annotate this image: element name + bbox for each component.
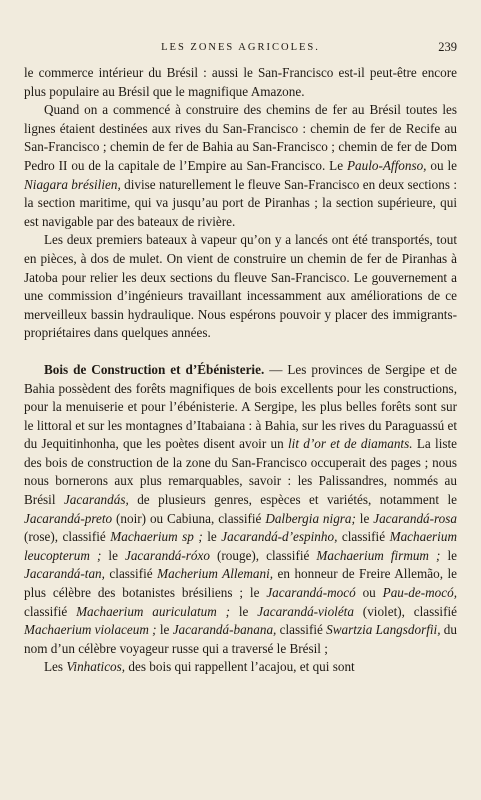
italic-text: Jacarandá-banana, xyxy=(172,622,277,638)
italic-text: lit d’or et de diamants. xyxy=(288,436,413,452)
text-run: classifié xyxy=(24,603,77,619)
text-run: le xyxy=(230,603,258,619)
italic-text: Niagara brésilien, xyxy=(24,176,121,192)
page-number: 239 xyxy=(438,40,457,54)
italic-text: Machaerium auriculatum ; xyxy=(76,603,231,619)
page-body xyxy=(24,64,457,677)
text-run: classifié xyxy=(104,566,158,582)
italic-text: Vinhaticos, xyxy=(66,659,126,675)
paragraph xyxy=(24,231,457,343)
text-run: classifié xyxy=(276,622,327,638)
text-run: ou xyxy=(355,585,383,601)
section-heading: Bois de Construction et d’Ébénisterie. xyxy=(44,361,265,377)
text-run: le commerce intérieur du Brésil : aussi le San-Francisco est-il peut-être encore plus populaire au Brésil que le magnifique Amazone. xyxy=(24,65,457,99)
paragraph xyxy=(24,64,457,101)
italic-text: Jacarandá-tan, xyxy=(24,566,105,582)
italic-text: Machaerium violaceum ; xyxy=(24,622,157,638)
italic-text: Dalbergia nigra; xyxy=(265,510,356,526)
text-run: (noir) ou Cabiuna, classifié xyxy=(112,510,266,526)
running-title: LES ZONES AGRICOLES. xyxy=(161,42,320,53)
italic-text: Paulo-Affonso, xyxy=(346,157,427,173)
text-run: — Les provinces de Sergipe et de Bahia possèdent des forêts magnifiques de bois excellents pour les constructions, pour la menuiserie et pour l’ébénisterie. A Sergipe, les plus belles forêts sont sur le littoral et sur les montagnes d’Itabaiana : à Bahia, sur les rives du Paraguassú et du Jequitinhonha, que les poètes disent avoir un xyxy=(24,361,457,452)
page-header xyxy=(24,40,457,58)
text-run: classifié xyxy=(337,529,390,545)
text-run: Quand on a commencé à construire des chemins de fer au Brésil toutes les lignes étaient destinées aux rives du San-Francisco : chemin de fer de Recife au San-Francisco ; chemin de fer de Bahia au San-Francisco ; chemin de fer de Dom Pedro II ou de la capitale de l’Empire au San-Francisco. Le xyxy=(24,102,457,173)
text-run: (rouge), classifié xyxy=(209,547,317,563)
italic-text: Pau-de-mocó, xyxy=(382,585,457,601)
text-run: La liste des bois de construction de la zone du San-Francisco occuperait des pages ; nous nous bornerons aux plus remarquables, savoir : les Palissandres, nommés au Brésil xyxy=(24,436,458,508)
italic-text: Macherium Allemani, xyxy=(157,566,274,582)
italic-text: Jacarandá-róxo xyxy=(124,547,210,563)
italic-text: Jacarandá-preto xyxy=(24,510,113,526)
text-run: Les xyxy=(44,659,67,675)
text-run: divise naturellement le fleuve San-Francisco en deux sections : la section maritime, qui va jusqu’au port de Piranhas ; la section supérieure, qui est navigable par des bateaux de rivière. xyxy=(24,176,457,229)
text-run: (violet), classifié xyxy=(353,603,457,619)
paragraph xyxy=(24,658,457,677)
paragraph xyxy=(24,101,457,231)
italic-text: Swartzia Langsdorfii, xyxy=(326,622,441,638)
text-run: le xyxy=(202,529,222,545)
text-run: des bois qui rappellent l’acajou, et qui sont xyxy=(125,659,355,675)
text-run: du nom d’un célèbre voyageur russe qui a traversé le Brésil ; xyxy=(24,622,457,656)
text-run: le xyxy=(355,510,374,526)
italic-text: Jacarandá-mocó xyxy=(266,585,356,601)
italic-text: Jacarandás, xyxy=(63,492,129,508)
text-run: (rose), classifié xyxy=(24,529,111,545)
italic-text: Jacarandá-d’espinho, xyxy=(221,529,338,545)
italic-text: Machaerium sp ; xyxy=(110,529,203,545)
text-run: le xyxy=(156,622,173,638)
italic-text: Machaerium firmum ; xyxy=(316,547,441,563)
italic-text: Jacarandá-violéta xyxy=(257,603,354,619)
text-run: de plusieurs genres, espèces et variétés, notamment le xyxy=(128,492,457,508)
italic-text: Jacarandá-rosa xyxy=(373,510,457,526)
text-run: en honneur de Freire Allemão, le plus célèbre des botanistes brésiliens ; le xyxy=(24,566,457,601)
italic-text: Machaerium leucopterum ; xyxy=(24,529,457,563)
text-run: le xyxy=(101,547,125,563)
text-run: le xyxy=(440,547,457,563)
section-paragraph-bois-de-construction xyxy=(24,361,457,659)
text-run: ou le xyxy=(426,157,457,173)
text-run: Les deux premiers bateaux à vapeur qu’on y a lancés ont été transportés, tout en pièces, à dos de mulet. On vient de construire un chemin de fer de Piranhas à Jatoba pour relier les deux sections du fleuve San-Francisco. Le gouvernement a une commission d’ingénieurs travaillant incessamment aux améliorations de ce merveilleux bassin hydraulique. Nous espérons pouvoir y placer des immigrants-propriétaires dans quelques années. xyxy=(24,232,457,341)
